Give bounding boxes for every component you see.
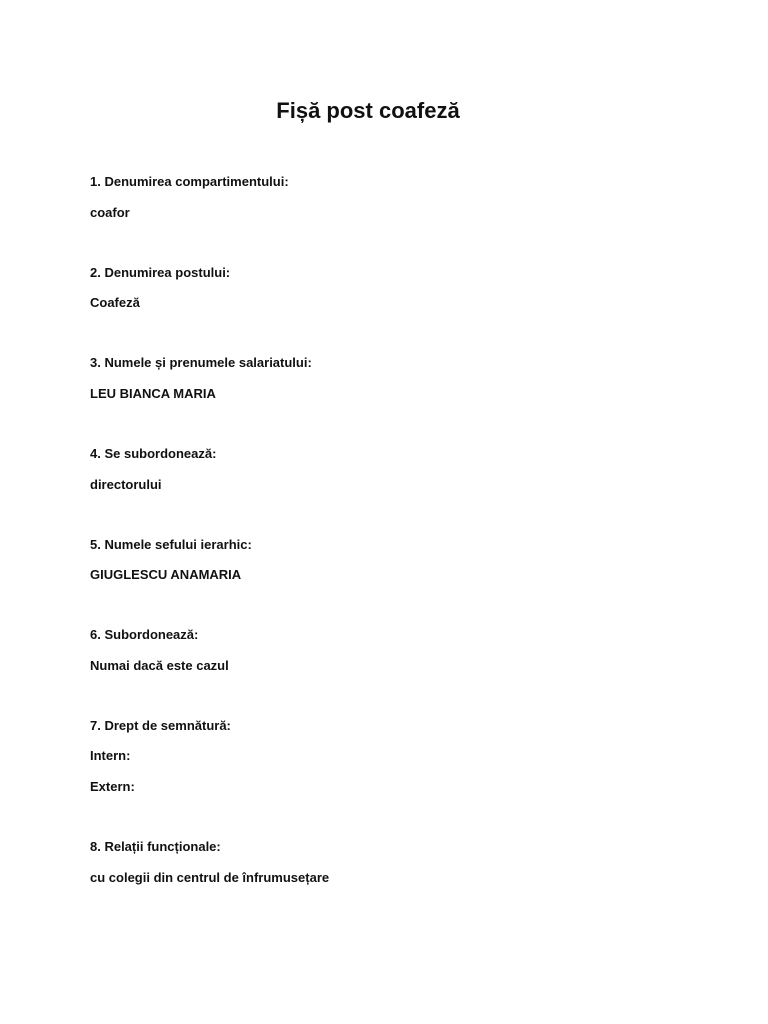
section-8-heading: 8. Relații funcționale: <box>90 839 221 854</box>
section-7-value-intern: Intern: <box>90 748 131 763</box>
section-5-value: GIUGLESCU ANAMARIA <box>90 567 242 582</box>
section-3-value: LEU BIANCA MARIA <box>90 386 216 401</box>
section-5-heading: 5. Numele sefului ierarhic: <box>90 537 252 552</box>
section-6-value: Numai dacă este cazul <box>90 658 229 673</box>
section-1-heading: 1. Denumirea compartimentului: <box>90 174 289 189</box>
section-2-value: Coafeză <box>90 295 140 310</box>
section-6-heading: 6. Subordonează: <box>90 627 199 642</box>
section-4-value: directorului <box>90 477 162 492</box>
section-2-heading: 2. Denumirea postului: <box>90 265 231 280</box>
section-7-heading: 7. Drept de semnătură: <box>90 718 231 733</box>
section-4-heading: 4. Se subordonează: <box>90 446 217 461</box>
section-8-value: cu colegii din centrul de înfrumusețare <box>90 870 330 885</box>
section-3-heading: 3. Numele și prenumele salariatului: <box>90 355 312 370</box>
section-7-value-extern: Extern: <box>90 779 135 794</box>
page-title: Fișă post coafeză <box>276 98 460 123</box>
section-1-value: coafor <box>90 205 130 220</box>
